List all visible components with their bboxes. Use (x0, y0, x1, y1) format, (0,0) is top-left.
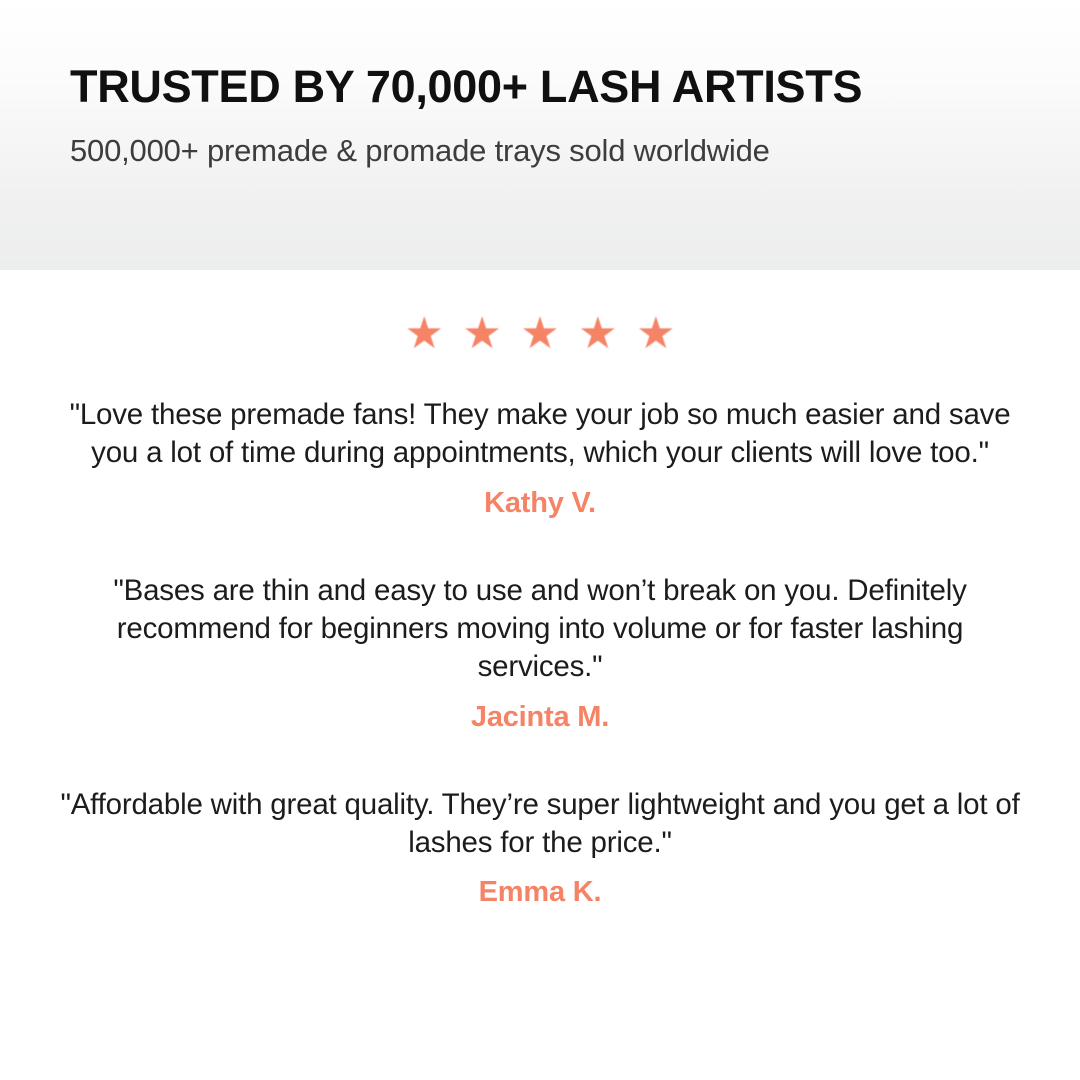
page-title: TRUSTED BY 70,000+ LASH ARTISTS (70, 61, 863, 112)
review-item (34, 786, 1046, 910)
review-text: "Bases are thin and easy to use and won’t break on you. Definitely recommend for beginners moving into volume or for faster lashing services." (113, 573, 967, 684)
review-text: "Affordable with great quality. They’re super lightweight and you get a lot of lashes for the price." (60, 787, 1020, 860)
header-band (0, 0, 1080, 270)
star-icon: ★ (578, 309, 618, 358)
star-icon: ★ (404, 309, 444, 358)
review-author: Emma K. (478, 876, 602, 909)
star-icon: ★ (636, 309, 676, 358)
star-rating (34, 270, 1046, 356)
star-icon: ★ (520, 309, 560, 358)
review-text: "Love these premade fans! They make your job so much easier and save you a lot of time during appointments, which your clients will love too." (69, 398, 1011, 470)
reviews-section (0, 270, 1080, 1080)
review-list (34, 396, 1046, 909)
review-item (34, 572, 1046, 734)
review-author: Kathy V. (484, 486, 596, 519)
review-item (34, 396, 1046, 520)
review-author: Jacinta M. (470, 700, 610, 733)
page-subtitle: 500,000+ premade & promade trays sold worldwide (70, 133, 770, 169)
star-icon: ★ (462, 309, 502, 358)
